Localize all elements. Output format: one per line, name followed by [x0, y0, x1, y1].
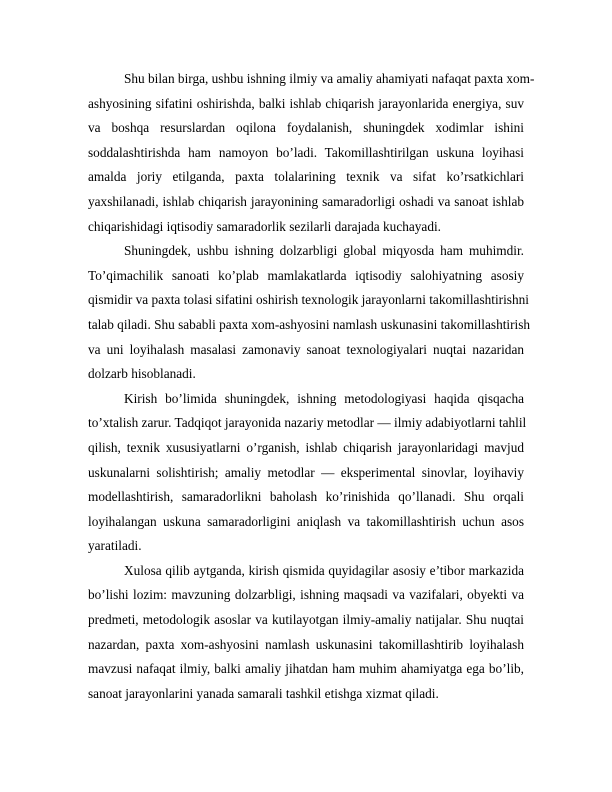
- paragraph: [88, 67, 535, 239]
- text-line: va boshqa resurslardan oqilona foydalanish, shuningdek xodimlar ishini: [88, 120, 524, 136]
- text-line: amalda joriy etilganda, paxta tolalarining texnik va sifat ko’rsatkichlari: [88, 169, 524, 185]
- text-line: predmeti, metodologik asoslar va kutilayotgan ilmiy-amaliy natijalar. Shu nuqtai: [88, 612, 524, 628]
- text-line: Kirish bo’limida shuningdek, ishning metodologiyasi haqida qisqacha: [124, 390, 524, 406]
- text-line: yaxshilanadi, ishlab chiqarish jarayonining samaradorligi oshadi va sanoat ishlab: [88, 193, 524, 209]
- text-line: dolzarb hisoblanadi.: [88, 366, 196, 382]
- text-line: soddalashtirishda ham namoyon bo’ladi. Takomillashtirilgan uskuna loyihasi: [88, 144, 524, 160]
- text-line: Shuningdek, ushbu ishning dolzarbligi global miqyosda ham muhimdir.: [124, 243, 524, 259]
- text-line: sanoat jarayonlarini yanada samarali tashkil etishga xizmat qiladi.: [88, 685, 439, 701]
- text-line: Xulosa qilib aytganda, kirish qismida quyidagilar asosiy e’tibor markazida: [124, 562, 524, 578]
- text-line: bo’lishi lozim: mavzuning dolzarbligi, ishning maqsadi va vazifalari, obyekti va: [88, 587, 524, 603]
- paragraph: [88, 559, 524, 707]
- text-line: to’xtalish zarur. Tadqiqot jarayonida nazariy metodlar — ilmiy adabiyotlarni tahlil: [88, 415, 527, 431]
- text-line: uskunalarni solishtirish; amaliy metodlar — eksperimental sinovlar, loyihaviy: [88, 464, 524, 480]
- text-line: yaratiladi.: [88, 538, 142, 554]
- text-line: modellashtirish, samaradorlikni baholash ko’rinishida qo’llanadi. Shu orqali: [88, 489, 524, 505]
- text-line: Shu bilan birga, ushbu ishning ilmiy va amaliy ahamiyati nafaqat paxta xom-: [124, 71, 535, 86]
- paragraph: [88, 387, 527, 559]
- text-line: mavzusi nafaqat ilmiy, balki amaliy jihatdan ham muhim ahamiyatga ega bo’lib,: [88, 661, 524, 677]
- paragraph: [88, 239, 531, 387]
- text-line: qilish, texnik xususiyatlarni o’rganish, ishlab chiqarish jarayonlaridagi mavjud: [88, 439, 524, 455]
- text-line: nazardan, paxta xom-ashyosini namlash uskunasini takomillashtirib loyihalash: [88, 636, 524, 652]
- text-line: To’qimachilik sanoati ko’plab mamlakatlarda iqtisodiy salohiyatning asosiy: [88, 267, 524, 283]
- text-line: chiqarishidagi iqtisodiy samaradorlik sezilarli darajada kuchayadi.: [88, 218, 441, 234]
- document-body: [88, 67, 535, 706]
- text-line: va uni loyihalash masalasi zamonaviy sanoat texnologiyalari nuqtai nazaridan: [88, 341, 524, 357]
- text-line: loyihalangan uskuna samaradorligini aniqlash va takomillashtirish uchun asos: [88, 513, 524, 529]
- text-line: qismidir va paxta tolasi sifatini oshirish texnologik jarayonlarni takomillashtirishni: [88, 292, 529, 308]
- text-line: ashyosining sifatini oshirishda, balki ishlab chiqarish jarayonlarida energiya, suv: [88, 95, 524, 111]
- text-line: talab qiladi. Shu sababli paxta xom-ashyosini namlash uskunasini takomillashtirish: [88, 316, 531, 332]
